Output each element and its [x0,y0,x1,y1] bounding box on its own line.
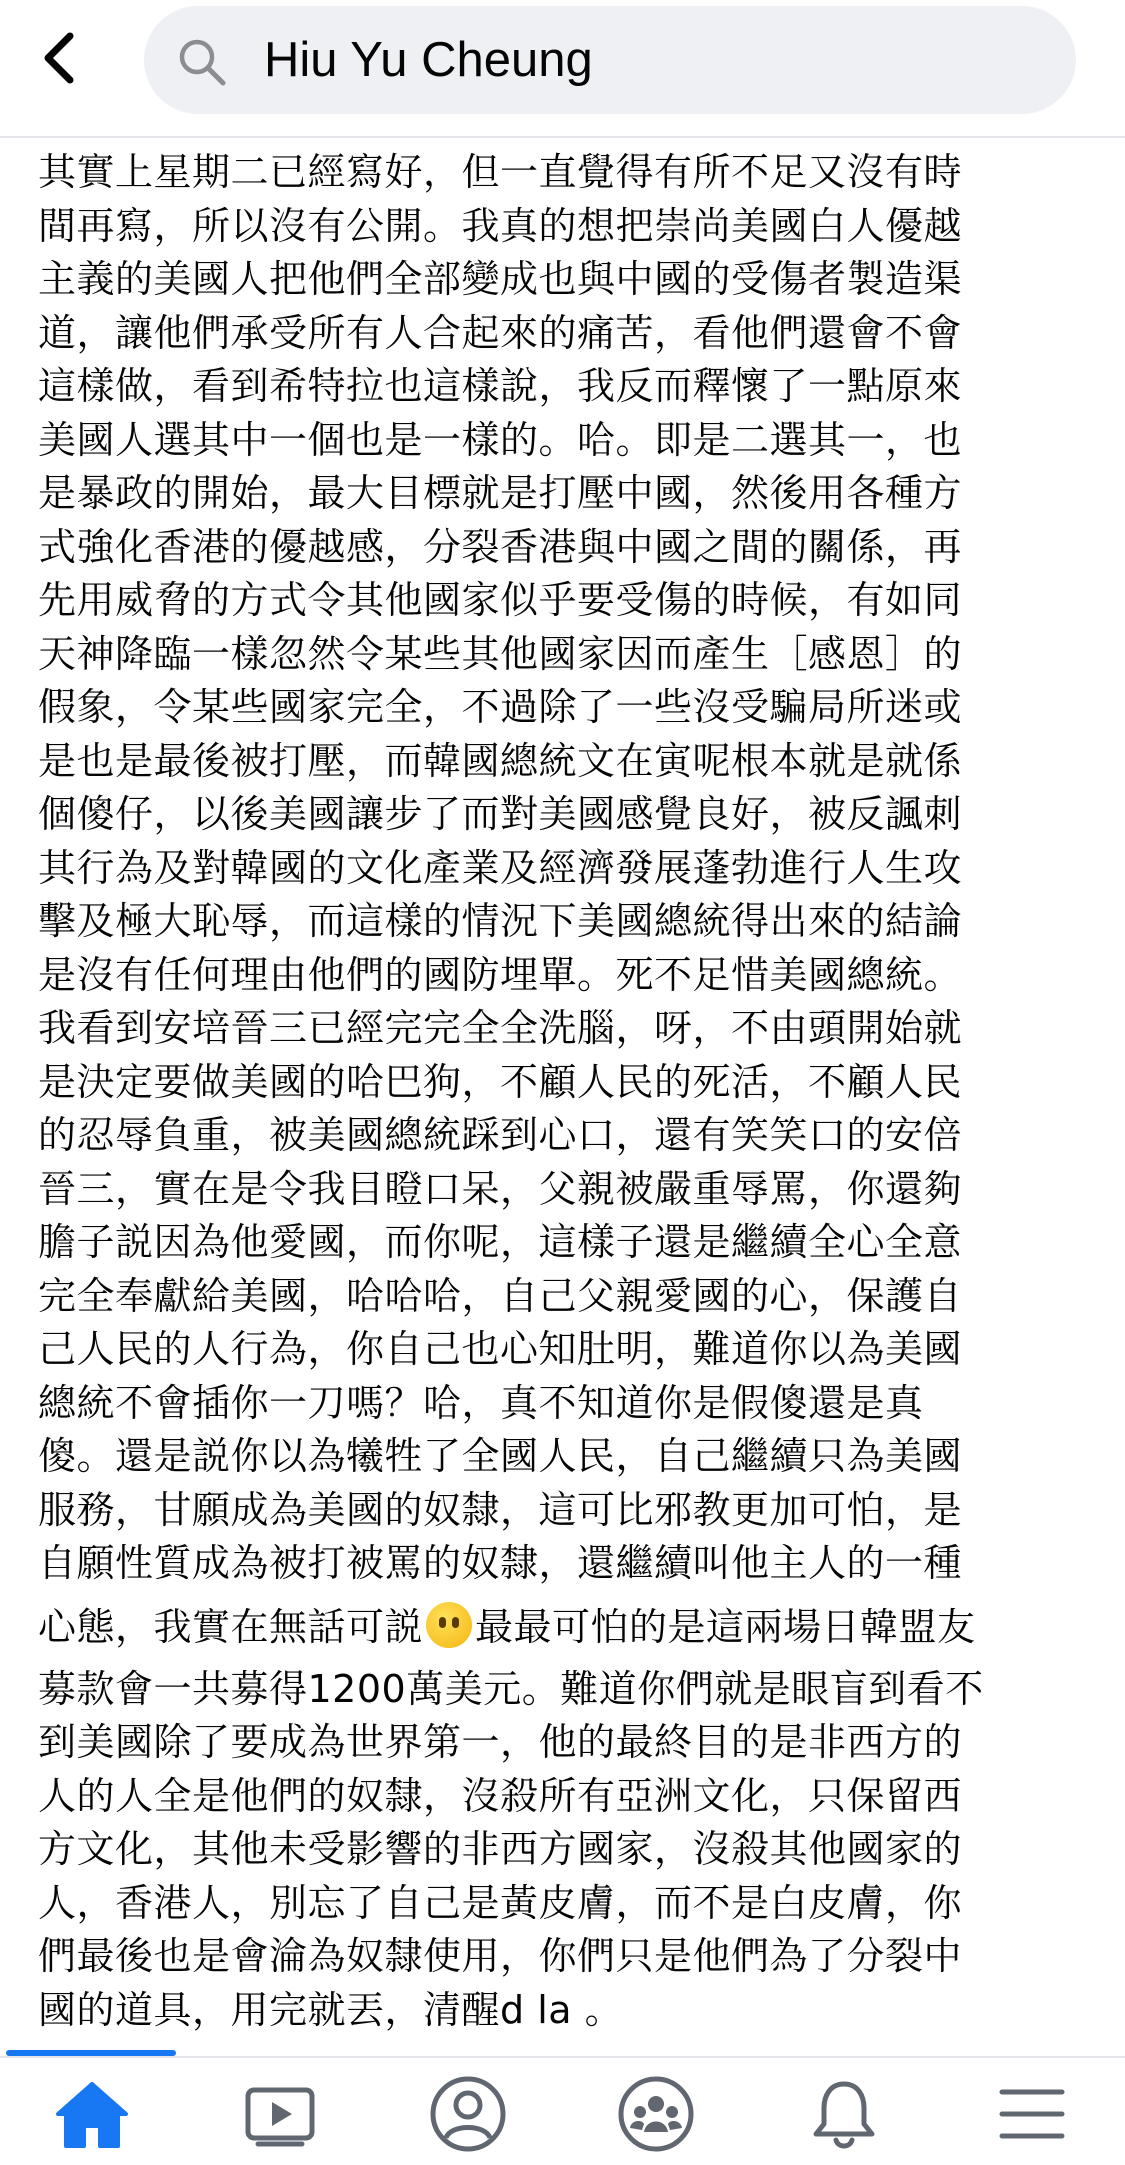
nav-notifications[interactable] [794,2072,894,2156]
profile-icon [428,2074,508,2154]
post-line: 服務，甘願成為美國的奴隸，這可比邪教更加可怕，是 [38,1487,963,1532]
post-line: 我看到安培晉三已經完完全全洗腦，呀，不由頭開始就 [38,1006,963,1050]
nav-home[interactable] [42,2072,142,2156]
post-text-segment: 最最可怕的是這兩場日韓盟友 [475,1604,976,1649]
nav-groups[interactable] [606,2072,706,2156]
post-line: 是沒有任何理由他們的國防埋單。死不足惜美國總統。 [38,952,963,997]
home-icon [52,2078,132,2150]
search-input[interactable] [144,6,1076,114]
search-icon [176,36,228,88]
post-line-emoji [38,1591,1108,1663]
post-line: 間再寫，所以沒有公開。我真的想把崇尚美國白人優越 [38,203,963,248]
back-button[interactable] [30,26,90,90]
watch-icon [240,2078,320,2150]
post-line: 膽子説因為他愛國，而你呢，這樣子還是繼續全心全意 [38,1220,963,1264]
post-line: 天神降臨一樣忽然令某些其他國家因而產生［感恩］的 [38,631,963,676]
post-line: 的忍辱負重，被美國總統踩到心口，還有笑笑口的安倍 [38,1113,963,1157]
menu-icon [996,2082,1068,2146]
post-line: 這樣做，看到希特拉也這樣說，我反而釋懷了一點原來 [38,364,963,408]
post-line: 先用威脅的方式令其他國家似乎要受傷的時候，有如同 [38,578,963,622]
back-arrow-icon [40,30,80,86]
post-line: 們最後也是會淪為奴隸使用，你們只是他們為了分裂中 [38,1934,963,1978]
bottom-nav [0,2056,1125,2165]
post-line: 擊及極大恥辱，而這樣的情況下美國總統得出來的結論 [38,899,963,943]
notifications-icon [804,2074,884,2154]
neutral-face-emoji-icon [426,1602,472,1648]
post-line: 主義的美國人把他們全部變成也與中國的受傷者製造渠 [38,257,963,301]
post-line: 是也是最後被打壓，而韓國總統文在寅呢根本就是就係 [38,738,963,783]
post-line: 人，香港人，別忘了自己是黃皮膚，而不是白皮膚，你 [38,1880,963,1925]
post-line: 個傻仔，以後美國讓步了而對美國感覺良好，被反諷刺 [38,792,963,836]
post-line: 到美國除了要成為世界第一，他的最終目的是非西方的 [38,1720,963,1764]
post-line: 其實上星期二已經寫好，但一直覺得有所不足又沒有時 [38,150,963,194]
post-body [38,146,1108,2046]
post-line: 募款會一共募得1200萬美元。難道你們就是眼盲到看不 [38,1666,984,1711]
post-line: 己人民的人行為，你自己也心知肚明，難道你以為美國 [38,1327,963,1371]
post-line: 美國人選其中一個也是一樣的。哈。即是二選其一，也 [38,417,963,462]
nav-menu[interactable] [982,2072,1082,2156]
groups-icon [616,2074,696,2154]
post-line: 其行為及對韓國的文化產業及經濟發展蓬勃進行人生攻 [38,845,963,890]
post-line: 是暴政的開始，最大目標就是打壓中國，然後用各種方 [38,471,963,515]
post-line: 是決定要做美國的哈巴狗，不顧人民的死活，不顧人民 [38,1059,963,1104]
post-line: 傻。還是説你以為犧牲了全國人民，自己繼續只為美國 [38,1434,963,1478]
post-line: 自願性質成為被打被罵的奴隸，還繼續叫他主人的一種 [38,1541,963,1585]
post-line: 國的道具，用完就丟，清醒d la 。 [38,1987,624,2032]
post-line: 總統不會插你一刀嗎？哈，真不知道你是假傻還是真 [38,1380,924,1425]
post-text-segment: 心態，我實在無話可説 [38,1604,424,1649]
post-line: 完全奉獻給美國，哈哈哈，自己父親愛國的心，保護自 [38,1273,963,1318]
top-bar [0,0,1125,138]
post-line: 式強化香港的優越感，分裂香港與中國之間的關係，再 [38,524,963,569]
search-query: Hiu Yu Cheung [264,33,593,87]
post-line: 假象，令某些國家完全，不過除了一些沒受騙局所迷或 [38,685,963,729]
post-line: 晉三，實在是令我目瞪口呆，父親被嚴重辱罵，你還夠 [38,1166,963,1211]
post-line: 道，讓他們承受所有人合起來的痛苦，看他們還會不會 [38,310,963,355]
post-line: 方文化，其他未受影響的非西方國家，沒殺其他國家的 [38,1827,963,1871]
nav-profile[interactable] [418,2072,518,2156]
nav-watch[interactable] [230,2072,330,2156]
post-line: 人的人全是他們的奴隸，沒殺所有亞洲文化，只保留西 [38,1773,963,1818]
